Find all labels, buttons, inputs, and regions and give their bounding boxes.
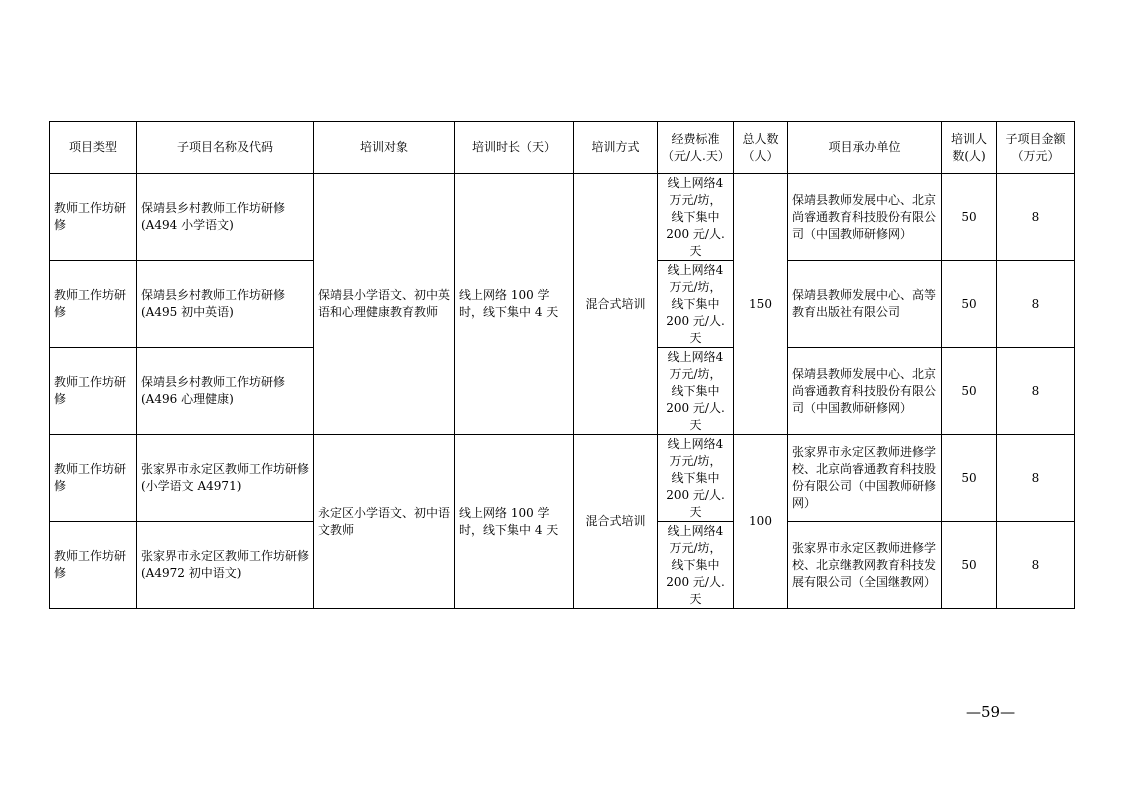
cell-count: 50 (942, 174, 997, 261)
cell-type: 教师工作坊研修 (50, 348, 137, 435)
cell-sub-project: 保靖县乡村教师工作坊研修(A496 心理健康) (137, 348, 314, 435)
header-target: 培训对象 (314, 122, 455, 174)
cell-amount: 8 (997, 174, 1075, 261)
cell-total: 100 (734, 435, 788, 609)
cell-org: 保靖县教师发展中心、高等教育出版社有限公司 (788, 261, 942, 348)
header-mode: 培训方式 (574, 122, 658, 174)
cell-sub-project: 保靖县乡村教师工作坊研修(A495 初中英语) (137, 261, 314, 348)
cell-fee: 线上网络4 万元/坊， 线下集中 200 元/人. 天 (658, 522, 734, 609)
cell-duration: 线上网络 100 学时，线下集中 4 天 (455, 174, 574, 435)
cell-type: 教师工作坊研修 (50, 435, 137, 522)
table-row (50, 174, 1075, 261)
cell-org: 张家界市永定区教师进修学校、北京继教网教育科技发展有限公司（全国继教网） (788, 522, 942, 609)
cell-target: 保靖县小学语文、初中英语和心理健康教育教师 (314, 174, 455, 435)
project-table (49, 121, 1075, 609)
cell-org: 保靖县教师发展中心、北京尚睿通教育科技股份有限公司（中国教师研修网） (788, 174, 942, 261)
cell-type: 教师工作坊研修 (50, 261, 137, 348)
cell-count: 50 (942, 435, 997, 522)
header-total: 总人数（人） (734, 122, 788, 174)
cell-fee: 线上网络4 万元/坊， 线下集中 200 元/人. 天 (658, 435, 734, 522)
cell-duration: 线上网络 100 学时，线下集中 4 天 (455, 435, 574, 609)
cell-amount: 8 (997, 261, 1075, 348)
cell-mode: 混合式培训 (574, 435, 658, 609)
cell-fee: 线上网络4 万元/坊， 线下集中 200 元/人. 天 (658, 348, 734, 435)
header-org: 项目承办单位 (788, 122, 942, 174)
cell-count: 50 (942, 261, 997, 348)
cell-count: 50 (942, 348, 997, 435)
cell-org: 张家界市永定区教师进修学校、北京尚睿通教育科技股份有限公司（中国教师研修网） (788, 435, 942, 522)
header-duration: 培训时长（天） (455, 122, 574, 174)
cell-amount: 8 (997, 522, 1075, 609)
cell-amount: 8 (997, 435, 1075, 522)
header-sub-project: 子项目名称及代码 (137, 122, 314, 174)
cell-sub-project: 保靖县乡村教师工作坊研修(A494 小学语文) (137, 174, 314, 261)
cell-sub-project: 张家界市永定区教师工作坊研修(A4972 初中语文) (137, 522, 314, 609)
cell-type: 教师工作坊研修 (50, 522, 137, 609)
cell-type: 教师工作坊研修 (50, 174, 137, 261)
cell-sub-project: 张家界市永定区教师工作坊研修(小学语文 A4971) (137, 435, 314, 522)
header-count: 培训人数(人) (942, 122, 997, 174)
header-type: 项目类型 (50, 122, 137, 174)
cell-org: 保靖县教师发展中心、北京尚睿通教育科技股份有限公司（中国教师研修网） (788, 348, 942, 435)
header-fee: 经费标准（元/人.天） (658, 122, 734, 174)
header-amount: 子项目金额（万元） (997, 122, 1075, 174)
page-number: —59— (966, 703, 1016, 721)
cell-total: 150 (734, 174, 788, 435)
cell-mode: 混合式培训 (574, 174, 658, 435)
cell-fee: 线上网络4 万元/坊， 线下集中 200 元/人. 天 (658, 174, 734, 261)
header-row (50, 122, 1075, 174)
cell-amount: 8 (997, 348, 1075, 435)
cell-fee: 线上网络4 万元/坊， 线下集中 200 元/人. 天 (658, 261, 734, 348)
table-row (50, 435, 1075, 522)
cell-count: 50 (942, 522, 997, 609)
cell-target: 永定区小学语文、初中语文教师 (314, 435, 455, 609)
